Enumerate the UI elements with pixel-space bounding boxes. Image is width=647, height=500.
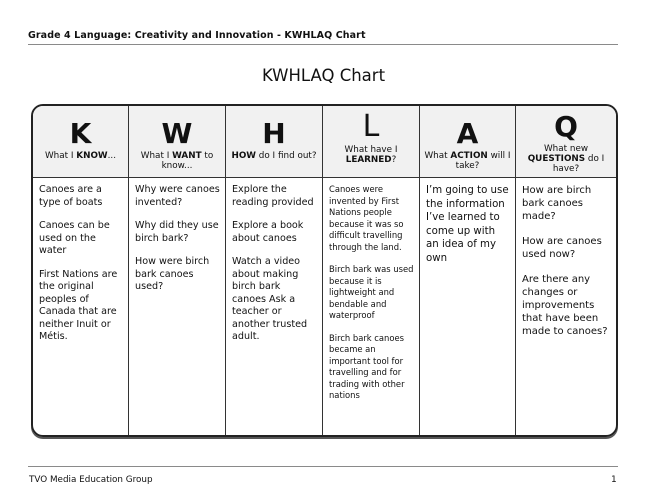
list-item: Explore a book about canoes xyxy=(232,220,304,244)
column-how xyxy=(226,106,323,435)
column-letter: H xyxy=(262,117,286,150)
column-header xyxy=(516,106,616,178)
column-subheading: What ACTION will I take? xyxy=(424,151,511,171)
list-item: First Nations are the original peoples of Canada that are neither Inuit or Métis. xyxy=(39,268,118,342)
column-want xyxy=(129,106,226,435)
document-header: Grade 4 Language: Creativity and Innovation - KWHLAQ Chart xyxy=(28,30,366,41)
column-subheading: HOW do I find out? xyxy=(231,151,317,161)
column-letter: A xyxy=(456,117,479,150)
column-header xyxy=(129,106,225,178)
column-body xyxy=(420,178,515,265)
list-item: How are birch bark canoes made? xyxy=(522,185,592,222)
list-item: Explore the reading provided xyxy=(232,184,314,208)
list-item: Canoes are a type of boats xyxy=(39,184,103,208)
column-questions xyxy=(516,106,616,435)
page-number: 1 xyxy=(611,475,617,485)
header-divider xyxy=(28,44,618,45)
column-header xyxy=(226,106,322,178)
column-body xyxy=(129,178,225,294)
column-letter: K xyxy=(69,117,92,150)
column-body xyxy=(33,178,128,344)
list-item: Are there any changes or improvements that have been made to canoes? xyxy=(522,274,608,337)
column-body xyxy=(323,178,419,402)
column-header xyxy=(323,106,419,178)
list-item: Canoes can be used on the water xyxy=(39,220,110,256)
list-item: Watch a video about making birch bark canoes Ask a teacher or another trusted adult. xyxy=(232,256,308,342)
column-letter: Q xyxy=(554,110,578,143)
column-subheading: What I WANT to know... xyxy=(140,151,214,171)
column-know xyxy=(33,106,129,435)
list-item: Why did they use birch bark? xyxy=(135,220,219,244)
column-body xyxy=(226,178,322,344)
column-header xyxy=(420,106,515,178)
list-item: I’m going to use the information I’ve learned to come up with an idea of my own xyxy=(426,185,509,264)
footer-organization: TVO Media Education Group xyxy=(29,475,153,485)
list-item: Birch bark canoes became an important tool for travelling and for trading with other nations xyxy=(329,332,405,400)
list-item: Canoes were invented by First Nations people because it was so difficult travelling through the land. xyxy=(329,184,404,252)
column-letter: L xyxy=(362,109,380,144)
footer-divider xyxy=(28,466,618,467)
kwhlaq-table xyxy=(31,104,618,437)
list-item: How are canoes used now? xyxy=(522,236,602,260)
list-item: How were birch bark canoes used? xyxy=(135,256,210,292)
column-subheading: What new QUESTIONS do I have? xyxy=(527,144,605,174)
list-item: Birch bark was used because it is lightweight and bendable and waterproof xyxy=(329,264,414,320)
column-learned xyxy=(323,106,420,435)
column-body xyxy=(516,178,616,338)
column-subheading: What I KNOW... xyxy=(44,151,117,161)
column-action xyxy=(420,106,516,435)
column-header xyxy=(33,106,128,178)
column-subheading: What have I LEARNED? xyxy=(344,145,398,165)
chart-title: KWHLAQ Chart xyxy=(261,66,386,85)
column-letter: W xyxy=(161,117,193,150)
list-item: Why were canoes invented? xyxy=(135,184,220,208)
